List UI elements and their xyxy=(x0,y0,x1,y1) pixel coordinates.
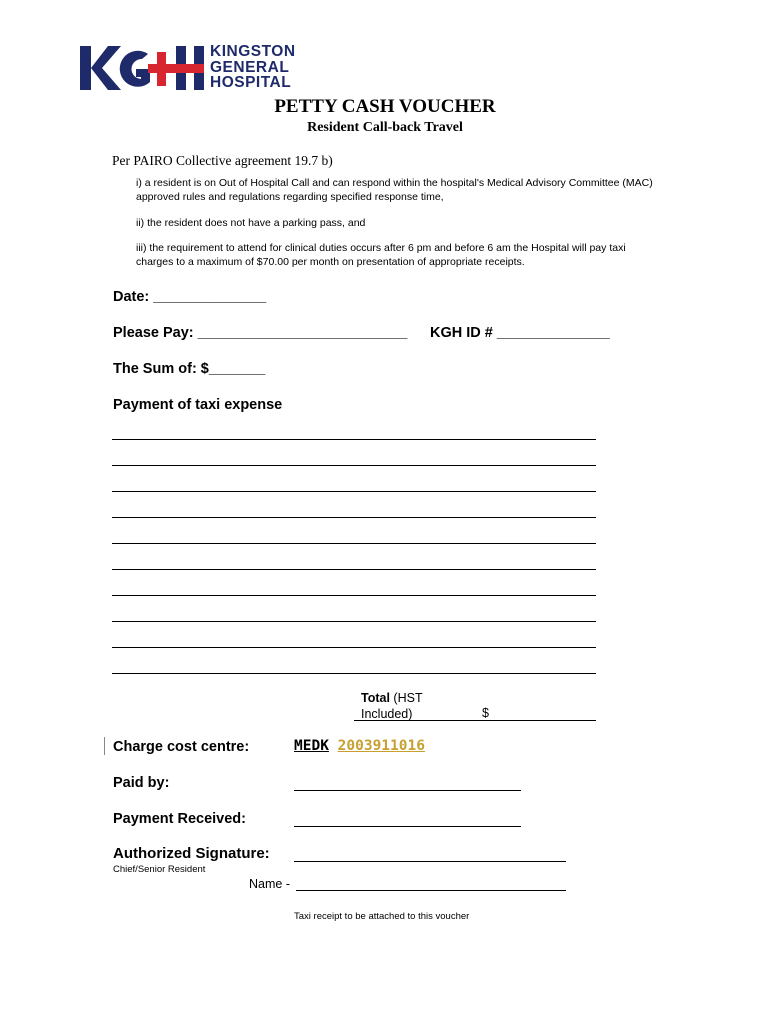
paid-by-label: Paid by: xyxy=(113,775,170,791)
expense-line-8[interactable] xyxy=(112,621,596,622)
expense-line-7[interactable] xyxy=(112,595,596,596)
total-label-line2: Included) xyxy=(361,707,413,721)
payment-heading: Payment of taxi expense xyxy=(113,397,283,413)
intro-text: Per PAIRO Collective agreement 19.7 b) xyxy=(112,153,333,168)
payment-received-line[interactable] xyxy=(294,826,521,827)
cost-centre-code: 2003911016 xyxy=(337,738,425,754)
expense-line-3[interactable] xyxy=(112,491,596,492)
condition-3: iii) the requirement to attend for clinical duties occurs after 6 pm and before 6 am the Hospital will pay taxi charges to a maximum of $70.00 per month on presentation of appropriate receipts. xyxy=(136,242,626,268)
total-label xyxy=(361,690,423,722)
expense-line-1[interactable] xyxy=(112,439,596,440)
authorized-signature-label: Authorized Signature: xyxy=(113,845,270,862)
expense-line-10[interactable] xyxy=(112,673,596,674)
charge-cost-centre-label: Charge cost centre: xyxy=(113,739,250,755)
total-label-bold: Total xyxy=(361,691,390,705)
total-line[interactable] xyxy=(354,720,596,721)
text-cursor xyxy=(104,737,105,755)
page-subtitle: Resident Call-back Travel xyxy=(307,120,463,135)
expense-line-4[interactable] xyxy=(112,517,596,518)
total-currency: $ xyxy=(482,706,489,720)
total-label-rest: (HST xyxy=(389,691,423,705)
name-line[interactable] xyxy=(296,890,566,891)
kgh-id-field[interactable]: KGH ID # ______________ xyxy=(430,325,610,341)
page-title: PETTY CASH VOUCHER xyxy=(274,96,496,117)
paid-by-line[interactable] xyxy=(294,790,521,791)
name-label: Name - xyxy=(249,877,290,891)
expense-line-9[interactable] xyxy=(112,647,596,648)
logo-text xyxy=(210,44,296,91)
logo-line-3: HOSPITAL xyxy=(210,74,292,91)
authorized-signature-line[interactable] xyxy=(294,861,566,862)
condition-2: ii) the resident does not have a parking pass, and xyxy=(136,217,366,229)
chief-resident-label: Chief/Senior Resident xyxy=(113,864,206,875)
payment-received-label: Payment Received: xyxy=(113,811,246,827)
date-field[interactable]: Date: ______________ xyxy=(113,289,267,305)
logo-line-2: GENERAL xyxy=(210,58,290,76)
expense-line-6[interactable] xyxy=(112,569,596,570)
expense-line-2[interactable] xyxy=(112,465,596,466)
condition-1: i) a resident is on Out of Hospital Call and can respond within the hospital's Medical Advisory Committee (MAC) approved rules and regulations regarding specified response time, xyxy=(136,177,653,203)
logo-line-1: KINGSTON xyxy=(210,43,296,60)
receipt-note: Taxi receipt to be attached to this voucher xyxy=(294,911,470,922)
expense-line-5[interactable] xyxy=(112,543,596,544)
cost-centre-value[interactable] xyxy=(294,738,425,754)
sum-field[interactable]: The Sum of: $_______ xyxy=(113,361,266,377)
please-pay-field[interactable]: Please Pay: __________________________ xyxy=(113,325,408,341)
cost-centre-prefix: MEDK xyxy=(294,738,329,754)
